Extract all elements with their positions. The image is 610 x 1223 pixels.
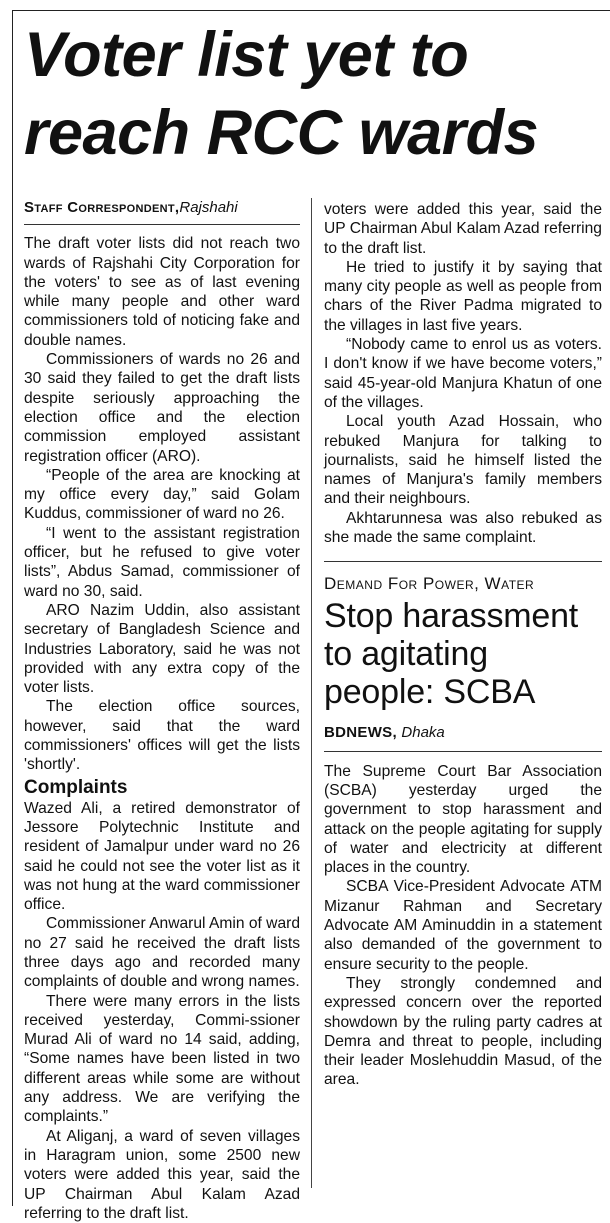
paragraph-continuation: voters were added this year, said the UP Chairman Abul Kalam Azad referring to the draft list. bbox=[324, 201, 602, 257]
paragraph: “I went to the assistant registration officer, but he refused to give voter lists”, Abdus Samad, commissioner of ward no 30, said. bbox=[24, 524, 300, 600]
paragraph: SCBA Vice-President Advocate ATM Mizanur Rahman and Secretary Advocate AM Aminuddin in a statement also demanded of the government to ensure security to the people. bbox=[324, 878, 602, 973]
paragraph: “Nobody came to enrol us as voters. I don't know if we have become voters,” said 45-year-old Manjura Khatun of one of the villages. bbox=[324, 336, 602, 411]
byline-place: Dhaka bbox=[401, 724, 445, 742]
byline-place: Rajshahi bbox=[179, 199, 238, 216]
paragraph: The election office sources, however, said that the ward commissioners' offices will get the lists 'shortly'. bbox=[24, 698, 300, 774]
paragraph: The Supreme Court Bar Association (SCBA) yesterday urged the government to stop harassment and attack on the people agitating for supply of water and electricity at different places in the country. bbox=[324, 762, 602, 877]
paragraph: He tried to justify it by saying that many city people as well as people from chars of the River Padma migrated to the villages in last five years. bbox=[324, 258, 602, 334]
main-headline: Voter list yet to reach RCC wards bbox=[24, 20, 539, 168]
left-column bbox=[24, 198, 300, 1222]
paragraph-continued: At Aliganj, a ward of seven villages in Haragram union, some 2500 new voters were added this year, said the UP Chairman Abul Kalam Azad referring to the draft list. bbox=[24, 1127, 300, 1222]
top-rule bbox=[12, 10, 610, 11]
column-divider bbox=[311, 198, 312, 1188]
paragraph: Commissioners of wards no 26 and 30 said they failed to get the draft lists despite seriously approaching the election office and the election commission employed assistant registration officer (ARO). bbox=[24, 351, 300, 465]
paragraph: They strongly condemned and expressed concern over the reported showdown by the ruling party cadres at Demra and threat to people, including their leader Moslehuddin Masud, of the area. bbox=[324, 974, 602, 1089]
paragraph: Wazed Ali, a retired demonstrator of Jessore Polytechnic Institute and resident of Jamalpur under ward no 26 said he could not see the voter list as it was not hung at the ward commissioner office. bbox=[24, 799, 300, 914]
paragraph: The draft voter lists did not reach two wards of Rajshahi City Corporation for the voters' to see as of last evening while many people and other ward commissioners told of noticing fake and double names. bbox=[24, 235, 300, 349]
kicker-text: Demand For Power, Water bbox=[324, 574, 535, 594]
right-column bbox=[324, 200, 602, 1090]
paragraph: Local youth Azad Hossain, who rebuked Manjura for talking to journalists, said he himself listed the names of Manjura's family members and their neighbours. bbox=[324, 413, 602, 508]
subhead-complaints: Complaints bbox=[24, 776, 128, 798]
paragraph: Akhtarunnesa was also rebuked as she made the same complaint. bbox=[324, 509, 602, 547]
paragraph: ARO Nazim Uddin, also assistant secretary of Bangladesh Science and Industries Laboratory, said he was not provided with any extra copy of the voter lists. bbox=[24, 601, 300, 697]
paragraph: There were many errors in the lists received yesterday, Commi-ssioner Murad Ali of ward no 14 said, adding, “Some names have been listed in two different areas while some are without any address. We are verifying the complaints.” bbox=[24, 992, 300, 1126]
article2-byline bbox=[324, 723, 602, 751]
left-rule bbox=[12, 10, 13, 1206]
paragraph: Commissioner Anwarul Amin of ward no 27 said he received the draft lists three days ago and recorded many complaints of double and wrong names. bbox=[24, 915, 300, 991]
paragraph: “People of the area are knocking at my office every day,” said Golam Kuddus, commissioner of ward no 26. bbox=[24, 466, 300, 523]
byline-author: BDNEWS, bbox=[324, 724, 397, 742]
byline bbox=[24, 198, 300, 225]
article2-headline: Stop harassment to agitating people: SCBA bbox=[324, 597, 579, 712]
byline-author: Staff Correspondent, bbox=[24, 199, 180, 216]
article2-kicker bbox=[324, 561, 602, 593]
